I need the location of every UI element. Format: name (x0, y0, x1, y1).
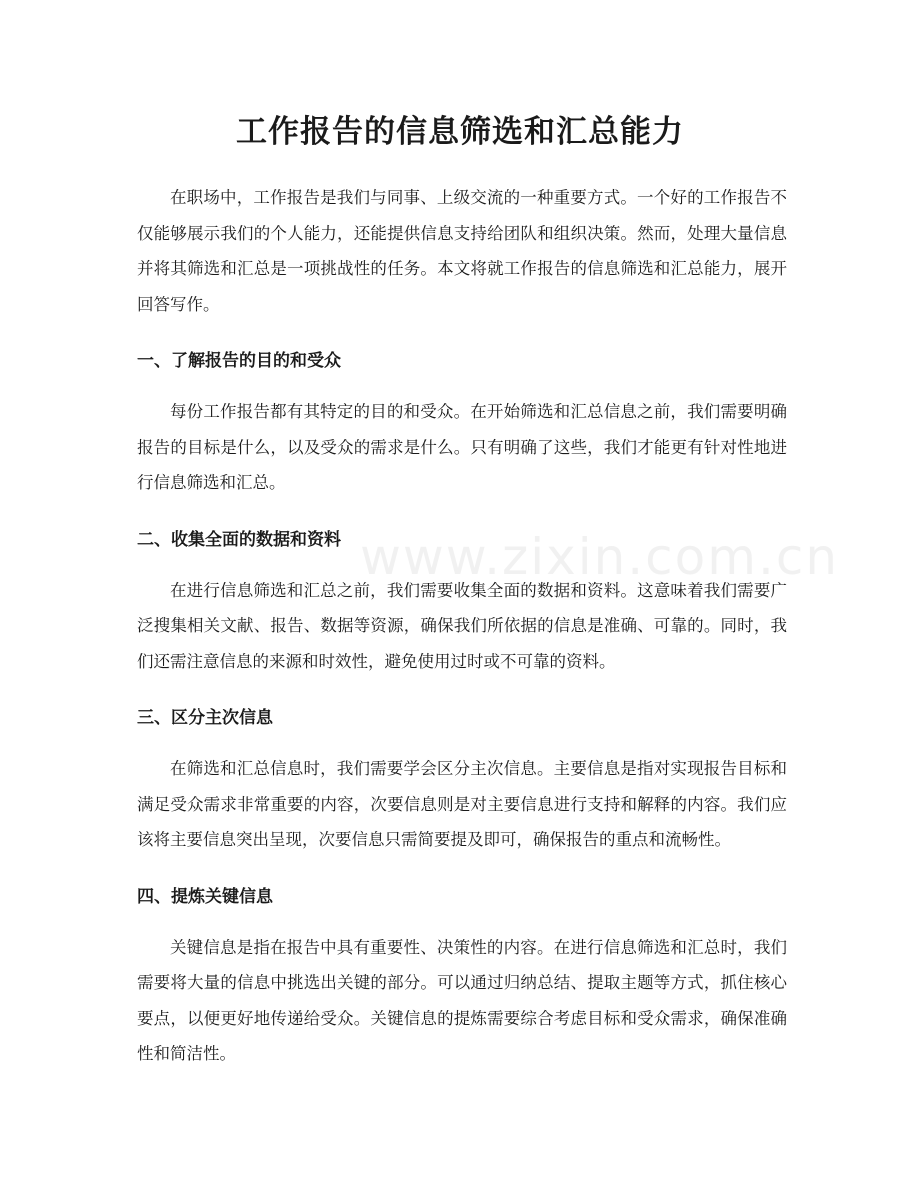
section-heading-2: 二、收集全面的数据和资料 (137, 529, 341, 550)
section-heading-3: 三、区分主次信息 (137, 708, 273, 728)
section-heading-4: 四、提炼关键信息 (137, 886, 273, 907)
section-body-1: 每份工作报告都有其特定的目的和受众。在开始筛选和汇总信息之前，我们需要明确报告的目标是什么，以及受众的需求是什么。只有明确了这些，我们才能更有针对性地进行信息筛选和汇总。 (137, 402, 787, 492)
document-body (137, 180, 787, 1072)
section-body-2: 在进行信息筛选和汇总之前，我们需要收集全面的数据和资料。这意味着我们需要广泛搜集相关文献、报告、数据等资源，确保我们所依据的信息是准确、可靠的。同时，我们还需注意信息的来源和时效性，避免使用过时或不可靠的资料。 (137, 580, 787, 671)
document-title: 工作报告的信息筛选和汇总能力 (236, 114, 684, 150)
section-body-3: 在筛选和汇总信息时，我们需要学会区分主次信息。主要信息是指对实现报告目标和满足受众需求非常重要的内容，次要信息则是对主要信息进行支持和解释的内容。我们应该将主要信息突出呈现，次要信息只需简要提及即可，确保报告的重点和流畅性。 (137, 759, 787, 849)
watermark: www.zixin.com.cn (360, 528, 840, 586)
intro-paragraph: 在职场中，工作报告是我们与同事、上级交流的一种重要方式。一个好的工作报告不仅能够展示我们的个人能力，还能提供信息支持给团队和组织决策。然而，处理大量信息并将其筛选和汇总是一项挑战性的任务。本文将就工作报告的信息筛选和汇总能力，展开回答写作。 (137, 188, 787, 314)
section-body-4: 关键信息是指在报告中具有重要性、决策性的内容。在进行信息筛选和汇总时，我们需要将大量的信息中挑选出关键的部分。可以通过归纳总结、提取主题等方式，抓住核心要点，以便更好地传递给受众。关键信息的提炼需要综合考虑目标和受众需求，确保准确性和简洁性。 (137, 937, 787, 1063)
section-heading-1: 一、了解报告的目的和受众 (137, 351, 341, 371)
